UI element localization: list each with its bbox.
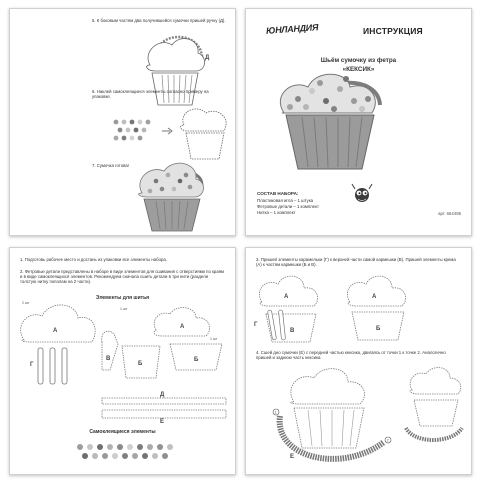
label-b: Б [138,361,143,367]
step-3-text: 3. Пришей элементы карамельки (Г) к верхней части самой кармешки (В). Пришей элементы крема (А) к частям кармешки (Б и В). [256,257,456,268]
step-5-text: 5. К боковым частям два получившейся сумочки пришей ручку (Д). [92,18,226,23]
step-7-illustration [10,9,235,235]
point-2: 2 [386,438,389,443]
label-a: А [372,294,377,300]
instruction-page-steps-5-7 [9,8,236,236]
cover-title-line2: «КЕКСИК» [342,66,375,73]
label-v: В [106,356,111,362]
label-d: Д [160,392,165,398]
label-a: А [53,328,58,334]
label-e: Е [160,419,165,425]
article-number: арт. 664495 [438,211,461,216]
parts-heading: Элементы для шитья [95,295,150,301]
step-7-text: 7. Сумочка готова! [92,163,129,168]
step-1-text: 1. Подготовь рабочее место и достань из упаковки все элементы набора. [20,257,167,262]
instruction-page-steps-1-2 [9,247,236,475]
brand-logo: ЮНЛАНДИЯ [265,22,319,36]
kit-item: Нитка – 1 комплект [257,210,296,215]
label-d: Д [205,55,210,61]
step-6-text: 6. Наклей самоклеящиеся элементы согласно примеру на упаковке. [92,89,209,100]
cover-title-line1: Шьём сумочку из фетра [320,57,397,64]
cover-page [245,8,472,236]
label-g: Г [254,322,258,328]
step-4-illustration [246,248,471,474]
instruction-page-steps-3-4 [245,247,472,475]
qty-a: 2 шт [22,301,30,305]
label-v: В [290,328,295,334]
kit-heading: СОСТАВ НАБОРА: [257,191,299,196]
step-4-text: 4. Сшей дно сумочки (Е) с передней частью кексика, двигаясь от точки 1 к точке 2. Аналогично пришей и заднюю часть кексика. [256,350,446,361]
label-a: А [284,294,289,300]
mascot-icon [246,9,471,235]
label-a: А [180,324,185,330]
instruction-header: ИНСТРУКЦИЯ [363,26,423,36]
step-2-text: 2. Фетровые детали представлены в наборе в виде элементов для сшивания с отверстиями по краям и в виде самоклеящихся элементов. Рекомендуем сначала сшить детали в три нити (раздели толстую нитку пополам на 2 части). [20,269,224,285]
point-1: 1 [274,410,277,415]
label-g: Г [30,362,34,368]
kit-item: Фетровые детали – 1 комплект [257,204,319,209]
qty-v: 1 шт [120,307,128,311]
sticker-dots [10,248,235,474]
label-b: Б [194,357,199,363]
label-e: Е [290,454,295,460]
kit-item: Пластиковая игла – 1 штука [257,198,314,203]
label-b: Б [376,326,381,332]
qty-b: 1 шт [210,337,218,341]
stickers-heading: Самоклеящиеся элементы [89,429,156,435]
